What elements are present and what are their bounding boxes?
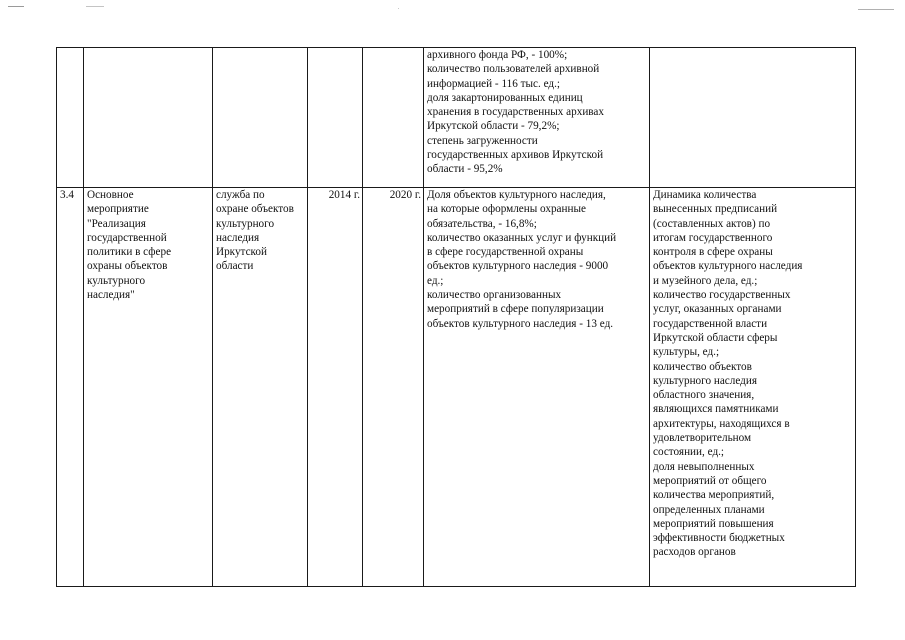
- scan-artifact: [398, 8, 399, 9]
- text-line: культурного наследия: [653, 374, 757, 387]
- start-year-cell: 2014 г.: [308, 188, 363, 587]
- text-line: на которые оформлены охранные: [427, 203, 586, 216]
- text-line: охране объектов: [216, 203, 294, 216]
- text-line: расходов органов: [653, 546, 736, 559]
- scan-artifact: [858, 9, 894, 10]
- text-line: Динамика количества: [653, 189, 757, 201]
- measures-table: [56, 47, 856, 587]
- text-line: обязательства, - 16,8%;: [427, 217, 537, 230]
- end-year-cell: [363, 48, 424, 188]
- text-line: государственной: [87, 231, 167, 244]
- text-line: Иркутской области - 79,2%;: [427, 120, 560, 133]
- text-line: мероприятий повышения: [653, 517, 774, 530]
- text-line: Доля объектов культурного наследия,: [427, 189, 606, 201]
- text-line: услуг, оказанных органами: [653, 303, 782, 316]
- text-line: вынесенных предписаний: [653, 203, 778, 216]
- executor-cell: [213, 48, 308, 188]
- linked-indicators-cell: [650, 48, 856, 188]
- text-line: количество государственных: [653, 289, 791, 302]
- text-line: состоянии, ед.;: [653, 446, 725, 459]
- text-line: мероприятий от общего: [653, 474, 767, 487]
- scan-artifact: [86, 6, 104, 7]
- name-cell: [84, 188, 213, 587]
- linked-indicators-cell: [650, 188, 856, 587]
- text-line: "Реализация: [87, 217, 146, 230]
- text-line: мероприятий в сфере популяризации: [427, 303, 604, 316]
- table-row-3-4: [57, 188, 856, 587]
- text-line: количество оказанных услуг и функций: [427, 231, 617, 244]
- text-line: удовлетворительном: [653, 432, 752, 445]
- executor-cell: [213, 188, 308, 587]
- text-line: и музейного дела, ед.;: [653, 274, 758, 287]
- text-line: количество объектов: [653, 360, 752, 373]
- text-line: государственной власти: [653, 317, 768, 330]
- name-cell: [84, 48, 213, 188]
- text-line: культурного: [216, 217, 275, 230]
- text-line: служба по: [216, 189, 265, 201]
- text-line: контроля в сфере охраны: [653, 246, 773, 259]
- text-line: доля невыполненных: [653, 460, 755, 473]
- text-line: Иркутской: [216, 246, 267, 259]
- text-line: в сфере государственной охраны: [427, 246, 584, 259]
- indicators-cell: [424, 188, 650, 587]
- text-line: областного значения,: [653, 389, 755, 402]
- scan-artifact: [8, 6, 24, 7]
- end-year-cell: 2020 г.: [363, 188, 424, 587]
- text-line: архивного фонда РФ, - 100%;: [427, 49, 568, 61]
- text-line: определенных планами: [653, 503, 765, 516]
- indicators-cell: [424, 48, 650, 188]
- text-line: наследия": [87, 289, 135, 302]
- text-line: охраны объектов: [87, 260, 168, 273]
- text-line: объектов культурного наследия: [653, 260, 803, 273]
- text-line: культурного: [87, 274, 146, 287]
- text-line: политики в сфере: [87, 246, 172, 259]
- table-row-continuation: [57, 48, 856, 188]
- text-line: государственных архивов Иркутской: [427, 149, 604, 162]
- text-line: информацией - 116 тыс. ед.;: [427, 77, 560, 90]
- text-line: (составленных актов) по: [653, 217, 771, 230]
- text-line: культуры, ед.;: [653, 346, 720, 359]
- text-line: являющихся памятниками: [653, 403, 779, 416]
- text-line: количество пользователей архивной: [427, 63, 600, 76]
- text-line: наследия: [216, 231, 260, 244]
- text-line: итогам государственного: [653, 231, 773, 244]
- text-line: количество организованных: [427, 289, 562, 302]
- text-line: мероприятие: [87, 203, 149, 216]
- text-line: степень загруженности: [427, 134, 538, 147]
- text-line: объектов культурного наследия - 13 ед.: [427, 317, 614, 330]
- text-line: эффективности бюджетных: [653, 532, 785, 545]
- text-line: Основное: [87, 189, 134, 201]
- text-line: архитектуры, находящихся в: [653, 417, 790, 430]
- text-line: области - 95,2%: [427, 163, 503, 176]
- text-line: ед.;: [427, 274, 444, 287]
- text-line: объектов культурного наследия - 9000: [427, 260, 609, 273]
- text-line: количества мероприятий,: [653, 489, 775, 502]
- text-line: доля закартонированных единиц: [427, 91, 583, 104]
- number-cell: [57, 48, 84, 188]
- text-line: хранения в государственных архивах: [427, 106, 604, 119]
- start-year-cell: [308, 48, 363, 188]
- text-line: области: [216, 260, 254, 273]
- text-line: Иркутской области сферы: [653, 331, 778, 344]
- number-cell: 3.4: [57, 188, 84, 587]
